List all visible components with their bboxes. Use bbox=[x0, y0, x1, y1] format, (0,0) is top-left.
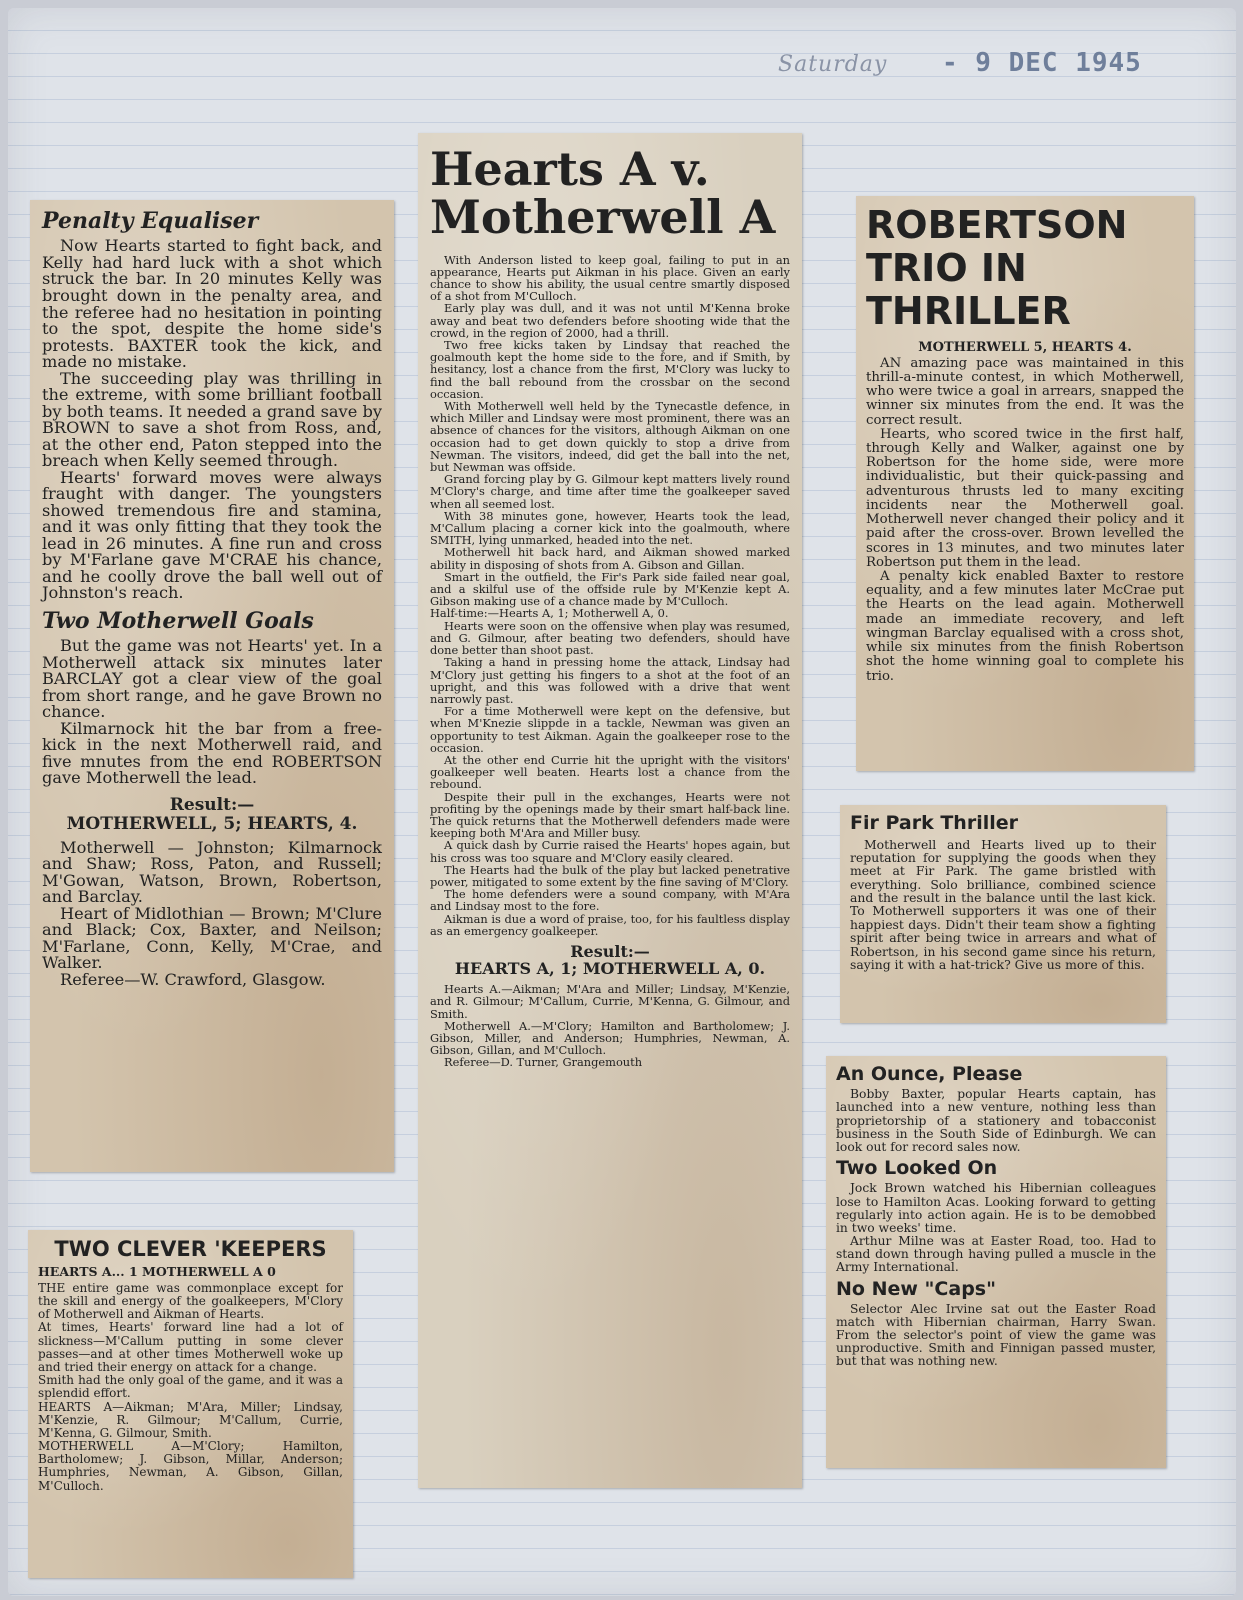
paragraph: Despite their pull in the exchanges, Hearts were not profiting by the openings made by their smart half-back line. The quick returns that the Motherwell defenders made were keeping both M'Ara and Miller busy. bbox=[430, 789, 790, 841]
paragraph: But the game was not Hearts' yet. In a Motherwell attack six minutes later BARCLAY got a clear view of the goal from short range, and he gave Brown no chance. bbox=[42, 636, 382, 722]
paragraph: With Anderson listed to keep goal, failing to put in an appearance, Hearts put Aikman in his place. Given an early chance to show his ability, the usual centre smartly disposed of a shot from M'Culloch. bbox=[430, 252, 790, 304]
clipping-an-ounce-please bbox=[826, 1056, 1166, 1468]
clipping-robertson-trio bbox=[856, 196, 1194, 771]
referee-line: Referee—W. Crawford, Glasgow. bbox=[60, 969, 326, 989]
score-line: HEARTS A... 1 MOTHERWELL A 0 bbox=[38, 1264, 276, 1280]
clipping-heading: Fir Park Thriller bbox=[850, 812, 1018, 834]
paragraph: AN amazing pace was maintained in this thrill-a-minute contest, in which Motherwell, who were twice a goal in arrears, snapped the winner six minutes from the end. It was the correct result. bbox=[866, 355, 1184, 428]
paragraph: Motherwell hit back hard, and Aikman showed marked ability in disposing of shots from A. Gibson and Gillan. bbox=[430, 545, 790, 572]
result-label: Result:— bbox=[169, 794, 255, 815]
team-lineup: Motherwell A.—M'Clory; Hamilton and Bartholomew; J. Gibson, Miller, and Anderson; Humphries, Newman, A. Gibson, Gillan, and M'Culloch. bbox=[430, 1018, 790, 1058]
paragraph: Hearts, who scored twice in the first half, through Kelly and Walker, against one by Robertson for the home side, were more individualistic, but their quick-passing and adventurous thrusts led to many exciting incidents near the Motherwell goal. Motherwell never changed their policy and it paid after the cross-over. Brown levelled the scores in 13 minutes, and two minutes later Robertson put them in the lead. bbox=[866, 426, 1184, 570]
clipping-subheading: Two Looked On bbox=[836, 1157, 998, 1180]
team-lineup: Motherwell — Johnston; Kilmarnock and Shaw; Ross, Paton, and Russell; M'Gowan, Watson, Brown, Robertson, and Barclay. bbox=[42, 837, 382, 907]
paragraph: The succeeding play was thrilling in the extreme, with some brilliant football by both teams. It needed a grand save by BROWN to save a shot from Ross, and, at the other end, Paton stepped into the breach when Kelly seemed through. bbox=[42, 368, 382, 471]
paragraph: Kilmarnock hit the bar from a free-kick in the next Motherwell raid, and five mnutes from the end ROBERTSON gave Motherwell the lead. bbox=[42, 718, 382, 788]
paragraph: Smart in the outfield, the Fir's Park side failed near goal, and a skilful use of the offside rule by M'Kenzie kept A. Gibson making use of a chance made by M'Culloch. bbox=[430, 569, 790, 609]
paragraph: THE entire game was commonplace except for the skill and energy of the goalkeepers, M'Clory of Motherwell and Aikman of Hearts. bbox=[38, 1280, 343, 1322]
paragraph: The Hearts had the bulk of the play but lacked penetrative power, mitigated to some extent by the fine saving of M'Clory. bbox=[430, 862, 790, 889]
clipping-two-clever-keepers bbox=[28, 1230, 353, 1578]
paragraph: Arthur Milne was at Easter Road, too. Had to stand down through having pulled a muscle in the Army International. bbox=[836, 1234, 1156, 1275]
result-score: MOTHERWELL, 5; HEARTS, 4. bbox=[66, 814, 358, 835]
clipping-subheading: No New "Caps" bbox=[836, 1277, 996, 1300]
result-score: HEARTS A, 1; MOTHERWELL A, 0. bbox=[454, 959, 766, 979]
clipping-heading: An Ounce, Please bbox=[836, 1063, 1023, 1085]
result-label: Result:— bbox=[570, 941, 650, 961]
clipping-heading: Penalty Equaliser bbox=[42, 208, 259, 234]
paragraph: Aikman is due a word of praise, too, for his faultless display as an emergency goalkeeper. bbox=[430, 911, 790, 938]
scrapbook-page bbox=[8, 8, 1236, 1596]
paragraph: Motherwell and Hearts lived up to their reputation for supplying the goods when they meet at Fir Park. The game bristled with everything. Solo brilliance, combined science and the result in the balance until the last kick. To Motherwell supporters it was one of their happiest days. Didn't their team show a fighting spirit after being twice in arrears and what of Robertson, in his second game since his return, saying it with a hat-trick? Give us more of this. bbox=[850, 836, 1156, 973]
clipping-subheading: Two Motherwell Goals bbox=[42, 607, 314, 634]
team-lineup: MOTHERWELL A—M'Clory; Hamilton, Bartholomew; J. Gibson, Millar, Anderson; Humphries, Newman, A. Gibson, Gillan, M'Culloch. bbox=[38, 1439, 343, 1493]
paragraph: Jock Brown watched his Hibernian colleagues lose to Hamilton Acas. Looking forward to getting regularly into action again. He is to be demobbed in two weeks' time. bbox=[836, 1181, 1156, 1235]
paragraph: Now Hearts started to fight back, and Kelly had hard luck with a shot which struck the bar. In 20 minutes Kelly was brought down in the penalty area, and the referee had no hesitation in pointing to the spot, despite the home side's protests. BAXTER took the kick, and made no mistake. bbox=[42, 236, 382, 372]
clipping-heading: ROBERTSON TRIO IN THRILLER bbox=[866, 203, 1128, 333]
clipping-heading: Hearts A v. Motherwell A bbox=[430, 142, 776, 245]
referee-line: Referee—D. Turner, Grangemouth bbox=[444, 1055, 643, 1070]
paragraph: With Motherwell well held by the Tynecastle defence, in which Miller and Lindsay were most prominent, there was an absence of chances for the visitors, although Aikman on one occasion had to get down quickly to stop a drive from Newman. The visitors, indeed, did get the ball into the net, but Newman was offside. bbox=[430, 399, 790, 475]
page-date bbox=[778, 48, 1142, 78]
clipping-hearts-a-v-motherwell-a bbox=[418, 133, 802, 1488]
paragraph: With 38 minutes gone, however, Hearts took the lead, M'Callum placing a corner kick into the goalmouth, where SMITH, lying unmarked, headed into the net. bbox=[430, 508, 790, 548]
date-stamp: - 9 DEC 1945 bbox=[942, 48, 1142, 78]
clipping-fir-park-thriller bbox=[840, 805, 1166, 1023]
handwritten-day: Saturday bbox=[778, 52, 888, 77]
team-lineup: HEARTS A—Aikman; M'Ara, Miller; Lindsay, M'Kenzie, R. Gilmour; M'Callum, Currie, M'Kenna, G. Gilmour, Smith. bbox=[38, 1399, 343, 1440]
paragraph: A quick dash by Currie raised the Hearts' hopes again, but his cross was too square and M'Clory easily cleared. bbox=[430, 838, 790, 865]
half-time-score: Half-time:—Hearts A, 1; Motherwell A, 0. bbox=[430, 606, 669, 621]
paragraph: The home defenders were a sound company, with M'Ara and Lindsay most to the fore. bbox=[430, 887, 790, 914]
team-lineup: Heart of Midlothian — Brown; M'Clure and Black; Cox, Baxter, and Neilson; M'Farlane, Conn, Kelly, M'Crae, and Walker. bbox=[42, 903, 382, 973]
paragraph: At the other end Currie hit the upright with the visitors' goalkeeper well beaten. Hearts lost a chance from the rebound. bbox=[430, 752, 790, 792]
paragraph: Early play was dull, and it was not until M'Kenna broke away and beat two defenders before shooting wide that the crowd, in the region of 2000, had a thrill. bbox=[430, 301, 790, 340]
paragraph: Hearts' forward moves were always fraught with danger. The youngsters showed tremendous fire and stamina, and it was only fitting that they took the lead in 26 minutes. A fine run and cross by M'Farlane gave M'CRAE his chance, and he coolly drove the ball well out of Johnston's reach. bbox=[42, 467, 382, 603]
paragraph: A penalty kick enabled Baxter to restore equality, and a few minutes later McCrae put the Hearts on the lead again. Motherwell made an immediate recovery, and left wingman Barclay equalised with a cross shot, while six minutes from the finish Robertson shot the home winning goal to complete his trio. bbox=[866, 569, 1184, 684]
paragraph: Bobby Baxter, popular Hearts captain, has launched into a new venture, nothing less than proprietorship of a stationery and tobacconist business in the South Side of Edinburgh. We can look out for record sales now. bbox=[836, 1087, 1156, 1154]
paragraph: Hearts were soon on the offensive when play was resumed, and G. Gilmour, after beating two defenders, should have done better than shoot past. bbox=[430, 618, 790, 658]
paragraph: For a time Motherwell were kept on the defensive, but when M'Knezie slippde in a tackle, Newman was given an opportunity to test Aikman. Again the goalkeeper rose to the occasion. bbox=[430, 704, 790, 755]
paragraph: Grand forcing play by G. Gilmour kept matters lively round M'Clory's charge, and time after time the goalkeeper saved when all seemed lost. bbox=[430, 472, 790, 511]
clipping-penalty-equaliser bbox=[30, 200, 394, 1172]
paragraph: At times, Hearts' forward line had a lot of slickness—M'Callum putting in some clever passes—and at other times Motherwell woke up and tried their energy on attack for a change. bbox=[38, 1320, 343, 1374]
paragraph: Smith had the only goal of the game, and it was a splendid effort. bbox=[38, 1373, 343, 1401]
paragraph: Selector Alec Irvine sat out the Easter Road match with Hibernian chairman, Harry Swan. From the selector's point of view the game was unproductive. Smith and Finnigan passed muster, but that was nothing new. bbox=[836, 1301, 1156, 1369]
score-line: MOTHERWELL 5, HEARTS 4. bbox=[918, 339, 1132, 355]
paragraph: Taking a hand in pressing home the attack, Lindsay had M'Clory just getting his fingers to a shot at the foot of an upright, and this was followed with a drive that went narrowly past. bbox=[430, 655, 790, 706]
clipping-heading: TWO CLEVER 'KEEPERS bbox=[54, 1237, 327, 1261]
team-lineup: Hearts A.—Aikman; M'Ara and Miller; Lindsay, M'Kenzie, and R. Gilmour; M'Callum, Currie, M'Kenna, G. Gilmour, and Smith. bbox=[430, 982, 790, 1021]
paragraph: Two free kicks taken by Lindsay that reached the goalmouth kept the home side to the fore, and if Smith, by hesitancy, lost a chance from the first, M'Clory was lucky to find the ball rebound from the crossbar on the second occasion. bbox=[430, 338, 790, 401]
